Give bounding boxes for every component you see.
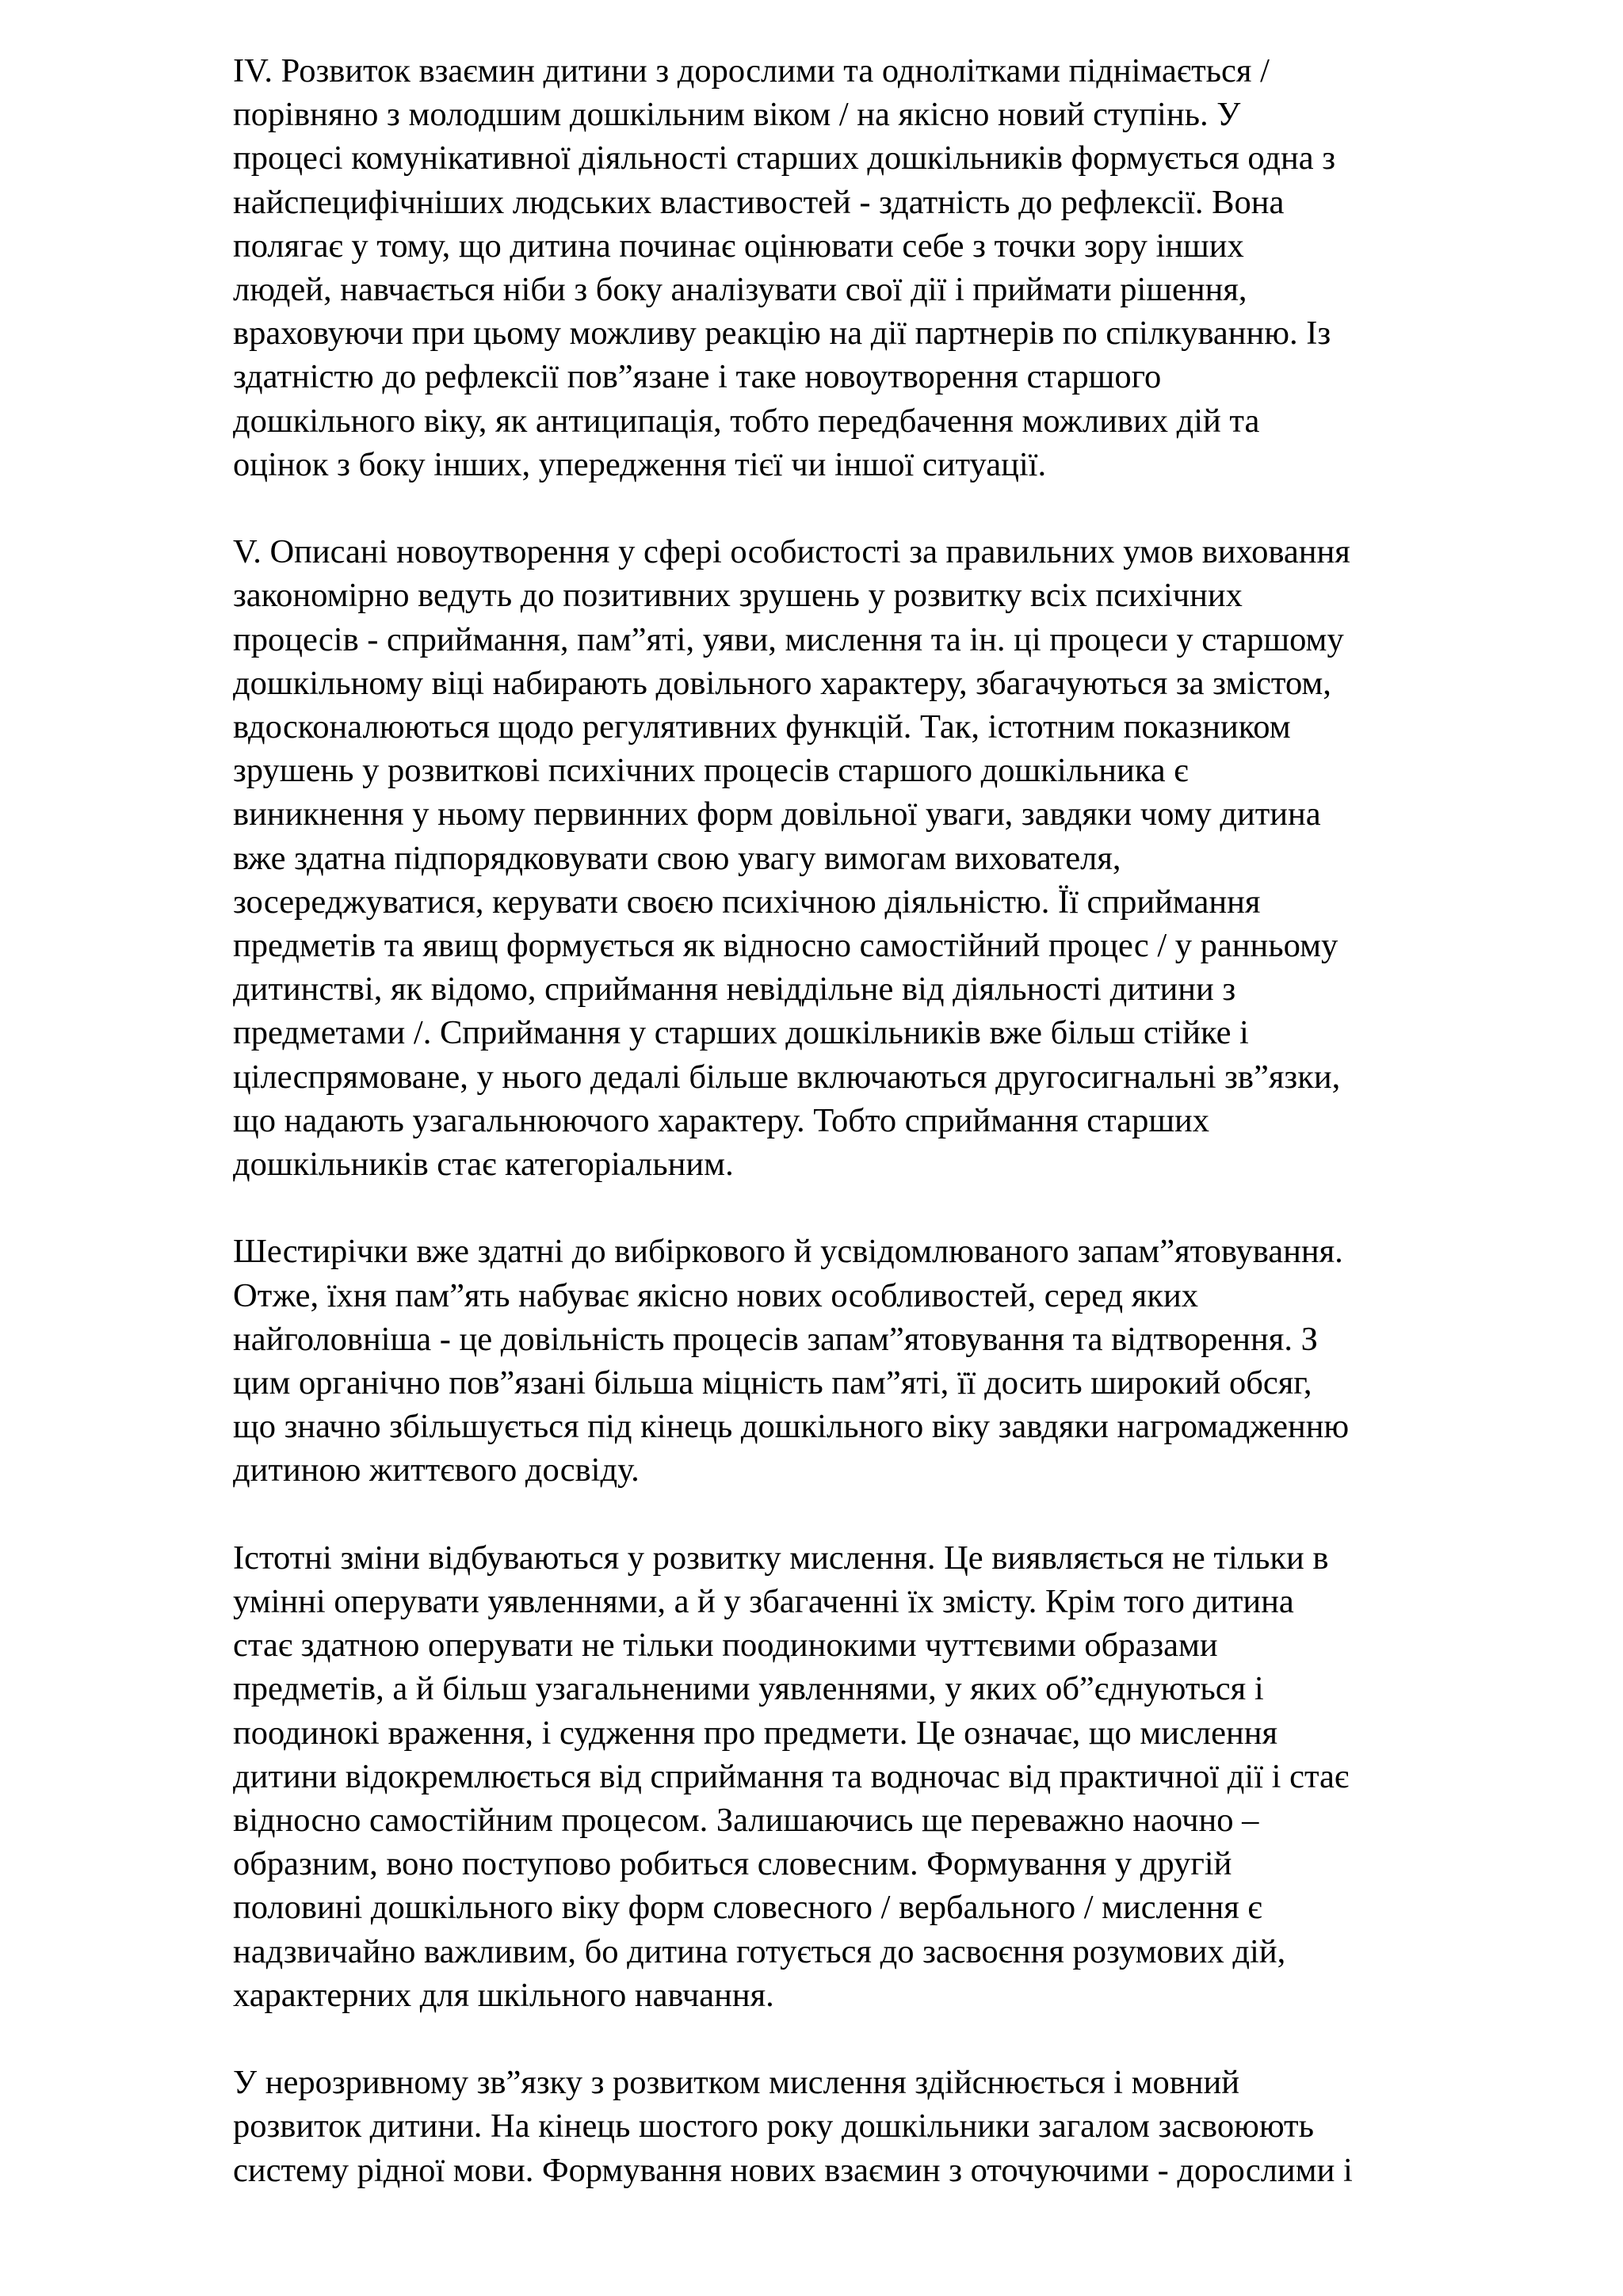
text-line: вдосконалюються щодо регулятивних функцій. Так, істотним показником (233, 708, 1291, 746)
text-line: дошкільників стає категоріальним. (233, 1146, 734, 1184)
text-line: надзвичайно важливим, бо дитина готується до засвоєння розумових дій, (233, 1932, 1286, 1970)
text-line: умінні оперувати уявленнями, а й у збагаченні їх змісту. Крім того дитина (233, 1583, 1294, 1621)
text-line: образним, воно поступово робиться словесним. Формування у другій (233, 1845, 1232, 1883)
text-line: Шестирічки вже здатні до вибіркового й усвідомлюваного запам”ятовування. (233, 1233, 1343, 1271)
paragraph-iv (233, 49, 1623, 486)
text-line: Отже, їхня пам”ять набуває якісно нових особливостей, серед яких (233, 1276, 1198, 1314)
text-line: IV. Розвиток взаємин дитини з дорослими та однолітками піднімається / (233, 52, 1270, 90)
text-line: цілеспрямоване, у нього дедалі більше включаються другосигнальні зв”язки, (233, 1058, 1341, 1096)
text-line: дитиною життєвого досвіду. (233, 1451, 640, 1489)
text-line: дошкільного віку, як антиципація, тобто передбачення можливих дій та (233, 402, 1260, 440)
text-line: предметами /. Сприймання у старших дошкільників вже більш стійке і (233, 1014, 1249, 1052)
text-line: порівняно з молодшим дошкільним віком / на якісно новий ступінь. У (233, 96, 1241, 134)
text-line: зосереджуватися, керувати своєю психічною діяльністю. Її сприймання (233, 883, 1261, 921)
text-line: предметів та явищ формується як відносно самостійний процес / у ранньому (233, 927, 1338, 965)
text-line: полягає у тому, що дитина починає оцінювати себе з точки зору інших (233, 227, 1244, 265)
paragraph-memory (233, 1230, 1623, 1492)
text-line: стає здатною оперувати не тільки поодинокими чуттєвими образами (233, 1627, 1218, 1665)
paragraph-thinking (233, 1536, 1623, 2017)
text-line: предметів, а й більш узагальненими уявленнями, у яких об”єднуються і (233, 1670, 1264, 1708)
text-line: враховуючи при цьому можливу реакцію на дії партнерів по спілкуванню. Із (233, 315, 1331, 353)
paragraph-v (233, 530, 1623, 1186)
text-line: виникнення у ньому первинних форм довільної уваги, завдяки чому дитина (233, 795, 1321, 833)
text-line: вже здатна підпорядковувати свою увагу вимогам вихователя, (233, 839, 1121, 877)
text-line: що надають узагальнюючого характеру. Тобто сприймання старших (233, 1101, 1210, 1139)
text-line: оцінок з боку інших, упередження тієї чи іншої ситуації. (233, 445, 1047, 483)
text-line: процесі комунікативної діяльності старших дошкільників формується одна з (233, 139, 1336, 177)
text-line: найспецифічніших людських властивостей - здатність до рефлексії. Вона (233, 183, 1285, 221)
text-line: Істотні зміни відбуваються у розвитку мислення. Це виявляється не тільки в (233, 1539, 1329, 1577)
text-line: У нерозривному зв”язку з розвитком мислення здійснюється і мовний (233, 2064, 1240, 2102)
text-line: процесів - сприймання, пам”яті, уяви, мислення та ін. ці процеси у старшому (233, 620, 1344, 658)
text-line: дитинстві, як відомо, сприймання невіддільне від діяльності дитини з (233, 971, 1236, 1009)
text-line: цим органічно пов”язані більша міцність пам”яті, її досить широкий обсяг, (233, 1364, 1312, 1402)
text-line: характерних для шкільного навчання. (233, 1976, 774, 2014)
text-line: здатністю до рефлексії пов”язане і таке новоутворення старшого (233, 358, 1162, 396)
paragraph-speech (233, 2061, 1623, 2192)
text-line: систему рідної мови. Формування нових взаємин з оточуючими - дорослими і (233, 2151, 1353, 2189)
text-line: розвиток дитини. На кінець шостого року дошкільники загалом засвоюють (233, 2107, 1314, 2145)
text-line: що значно збільшується під кінець дошкільного віку завдяки нагромадженню (233, 1408, 1350, 1446)
text-line: дошкільному віці набирають довільного характеру, збагачуються за змістом, (233, 664, 1331, 702)
text-line: половині дошкільного віку форм словесного / вербального / мислення є (233, 1889, 1262, 1927)
text-line: дитини відокремлюється від сприймання та водночас від практичної дії і стає (233, 1757, 1350, 1795)
text-line: найголовніша - це довільність процесів запам”ятовування та відтворення. З (233, 1320, 1318, 1358)
text-line: V. Описані новоутворення у сфері особистості за правильних умов виховання (233, 533, 1350, 571)
text-line: відносно самостійним процесом. Залишаючись ще переважно наочно – (233, 1802, 1259, 1840)
text-line: зрушень у розвиткові психічних процесів старшого дошкільника є (233, 752, 1189, 790)
text-line: закономірно ведуть до позитивних зрушень у розвитку всіх психічних (233, 577, 1243, 615)
document-body (233, 49, 1623, 2236)
text-line: людей, навчається ніби з боку аналізувати свої дії і приймати рішення, (233, 271, 1247, 309)
text-line: поодинокі враження, і судження про предмети. Це означає, що мислення (233, 1714, 1278, 1752)
